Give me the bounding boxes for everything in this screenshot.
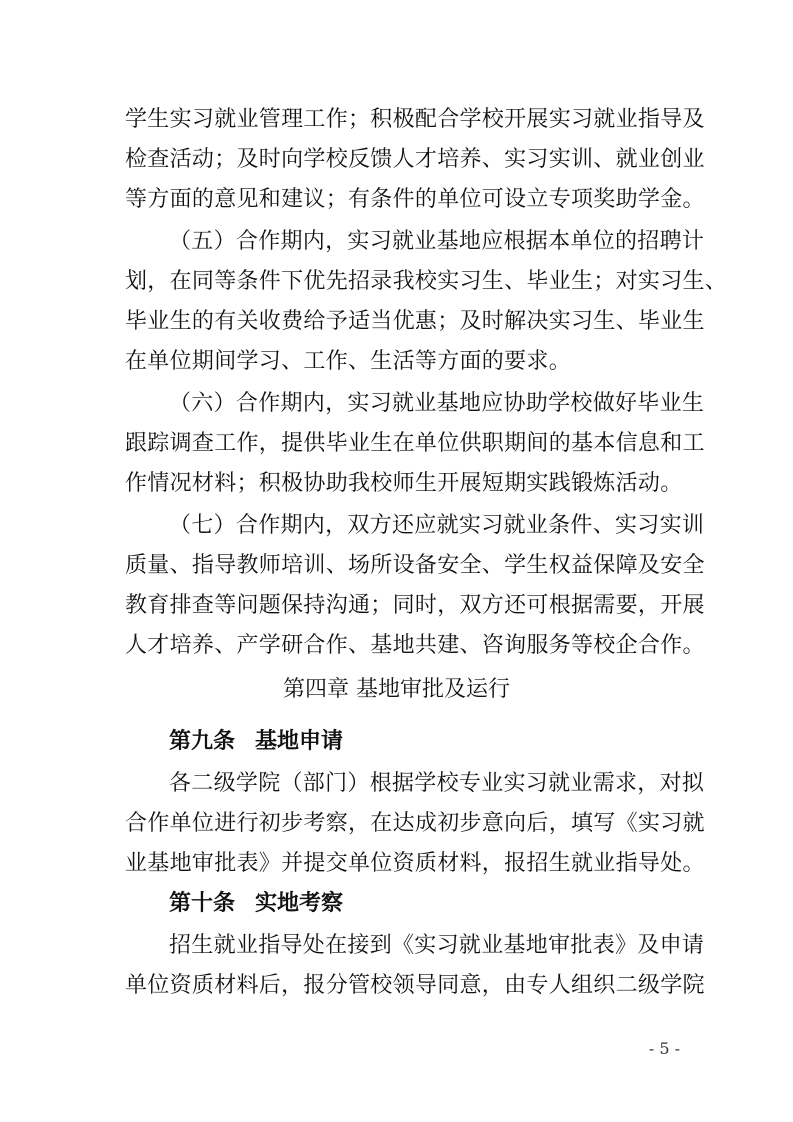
page-number: - 5 - [648,1039,680,1058]
paragraph-line: 在单位期间学习、工作、生活等方面的要求。 [125,349,572,374]
paragraph-line: 等方面的意见和建议；有条件的单位可设立专项奖助学金。 [125,187,705,212]
paragraph-line: （六）合作期内，实习就业基地应协助学校做好毕业生 [169,391,705,416]
paragraph-line: 作情况材料；积极协助我校师生开展短期实践锻炼活动。 [125,471,683,496]
paragraph-line: 毕业生的有关收费给予适当优惠；及时解决实习生、毕业生 [125,309,705,334]
article-heading [169,722,343,762]
paragraph-line: （五）合作期内，实习就业基地应根据本单位的招聘计 [169,229,705,254]
paragraph-line: （七）合作期内，双方还应就实习就业条件、实习实训 [169,513,705,538]
paragraph-line: 业基地审批表》并提交单位资质材料，报招生就业指导处。 [125,851,705,876]
article-number: 第九条 [169,729,236,754]
paragraph-line: 合作单位进行初步考察，在达成初步意向后，填写《实习就 [125,811,705,836]
article-title: 实地考察 [255,891,344,916]
paragraph-line: 质量、指导教师培训、场所设备安全、学生权益保障及安全 [125,553,705,578]
paragraph-line: 教育排查等问题保持沟通；同时，双方还可根据需要，开展 [125,593,705,618]
paragraph-line: 学生实习就业管理工作；积极配合学校开展实习就业指导及 [125,107,705,132]
paragraph-line: 划，在同等条件下优先招录我校实习生、毕业生；对实习生、 [125,269,728,294]
paragraph-line: 跟踪调查工作，提供毕业生在单位供职期间的基本信息和工 [125,431,705,456]
article-heading [169,884,343,924]
paragraph-line: 各二级学院（部门）根据学校专业实习就业需求，对拟 [169,771,705,796]
article-title: 基地申请 [255,729,344,754]
paragraph-line: 单位资质材料后，报分管校领导同意，由专人组织二级学院 [125,973,705,998]
chapter-heading: 第四章 基地审批及运行 [283,677,510,702]
paragraph-line: 检查活动；及时向学校反馈人才培养、实习实训、就业创业 [125,147,705,172]
paragraph-line: 人才培养、产学研合作、基地共建、咨询服务等校企合作。 [125,633,705,658]
article-number: 第十条 [169,891,236,916]
paragraph-line: 招生就业指导处在接到《实习就业基地审批表》及申请 [169,933,705,958]
